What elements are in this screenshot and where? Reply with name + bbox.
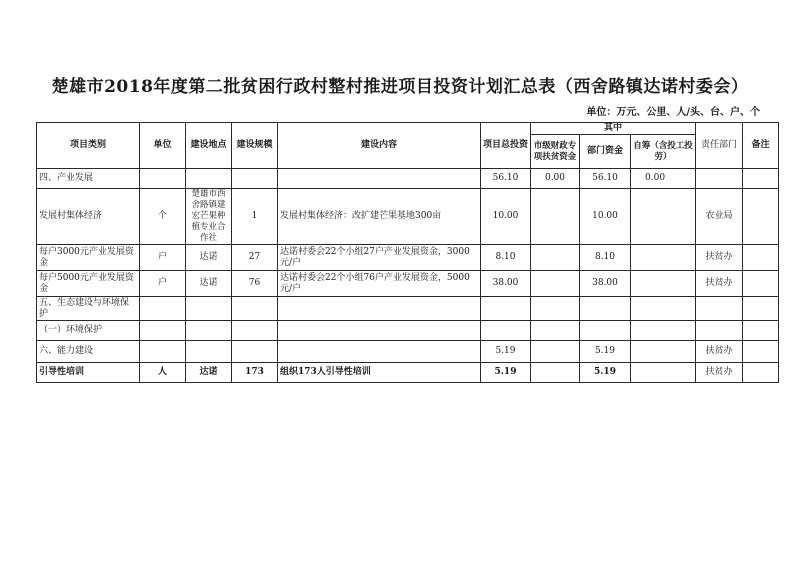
- cell-total: 8.10: [481, 245, 531, 271]
- cell-responsible: [696, 321, 743, 341]
- cell-responsible: [696, 169, 743, 189]
- cell-unit: 户: [140, 271, 186, 297]
- cell-location: [186, 321, 232, 341]
- header-scale: 建设规模: [232, 123, 278, 169]
- cell-responsible: 扶贫办: [696, 245, 743, 271]
- cell-remarks: [743, 321, 779, 341]
- cell-content: 达诺村委会22个小组27户产业发展资金，3000元/户: [278, 245, 481, 271]
- cell-self: [631, 341, 696, 363]
- cell-scale: 27: [232, 245, 278, 271]
- header-row: [37, 123, 779, 135]
- cell-content: [278, 169, 481, 189]
- cell-content: [278, 341, 481, 363]
- header-remarks: 备注: [743, 123, 779, 169]
- cell-fiscal: [531, 363, 580, 383]
- cell-scale: [232, 297, 278, 321]
- cell-scale: [232, 169, 278, 189]
- cell-fiscal: [531, 321, 580, 341]
- cell-total: [481, 321, 531, 341]
- header-self: 自筹（含投工投劳）: [631, 135, 696, 169]
- cell-content: [278, 297, 481, 321]
- header-responsible: 责任部门: [696, 123, 743, 169]
- cell-total: 38.00: [481, 271, 531, 297]
- cell-fiscal: 0.00: [531, 169, 580, 189]
- header-unit: 单位: [140, 123, 186, 169]
- cell-fiscal: [531, 189, 580, 245]
- cell-unit: [140, 341, 186, 363]
- cell-scale: [232, 321, 278, 341]
- cell-content: 组织173人引导性培训: [278, 363, 481, 383]
- document-title: 楚雄市2018年度第二批贫困行政村整村推进项目投资计划汇总表（西舍路镇达诺村委会）: [51, 77, 749, 97]
- cell-category: 四、产业发展: [37, 169, 140, 189]
- cell-fiscal: [531, 297, 580, 321]
- cell-category: 引导性培训: [37, 363, 140, 383]
- cell-total: [481, 297, 531, 321]
- table-row: [37, 321, 779, 341]
- cell-category: 六、能力建设: [37, 341, 140, 363]
- cell-dept: 10.00: [580, 189, 631, 245]
- header-fiscal: 市级财政专项扶贫资金: [531, 135, 580, 169]
- cell-fiscal: [531, 271, 580, 297]
- table-row: [37, 363, 779, 383]
- header-dept: 部门资金: [580, 135, 631, 169]
- cell-self: 0.00: [631, 169, 696, 189]
- cell-self: [631, 189, 696, 245]
- header-location: 建设地点: [186, 123, 232, 169]
- cell-content: [278, 321, 481, 341]
- cell-responsible: 扶贫办: [696, 363, 743, 383]
- table-row: [37, 189, 779, 245]
- table-row: [37, 341, 779, 363]
- header-total: 项目总投资: [481, 123, 531, 169]
- investment-table: [36, 122, 779, 383]
- cell-self: [631, 245, 696, 271]
- table-row: [37, 271, 779, 297]
- cell-self: [631, 363, 696, 383]
- cell-remarks: [743, 169, 779, 189]
- cell-dept: [580, 297, 631, 321]
- cell-responsible: 农业局: [696, 189, 743, 245]
- header-category: 项目类别: [37, 123, 140, 169]
- cell-category: 发展村集体经济: [37, 189, 140, 245]
- cell-dept: 8.10: [580, 245, 631, 271]
- cell-responsible: [696, 297, 743, 321]
- header-of-which: 其中: [531, 123, 696, 135]
- unit-note: 单位：万元、公里、人/头、台、户、个: [586, 107, 760, 118]
- cell-remarks: [743, 341, 779, 363]
- cell-total: 5.19: [481, 363, 531, 383]
- cell-unit: 户: [140, 245, 186, 271]
- cell-dept: [580, 321, 631, 341]
- cell-dept: 38.00: [580, 271, 631, 297]
- cell-scale: 173: [232, 363, 278, 383]
- cell-remarks: [743, 297, 779, 321]
- table-row: [37, 245, 779, 271]
- table-row: [37, 297, 779, 321]
- cell-content: 发展村集体经济：改扩建芒果基地300亩: [278, 189, 481, 245]
- table-row: [37, 169, 779, 189]
- cell-remarks: [743, 363, 779, 383]
- cell-location: 达诺: [186, 271, 232, 297]
- cell-fiscal: [531, 245, 580, 271]
- cell-location: [186, 341, 232, 363]
- cell-dept: 5.19: [580, 363, 631, 383]
- cell-unit: 个: [140, 189, 186, 245]
- cell-location: 达诺: [186, 245, 232, 271]
- cell-category: 五、生态建设与环境保护: [37, 297, 140, 321]
- cell-unit: 人: [140, 363, 186, 383]
- cell-self: [631, 297, 696, 321]
- cell-self: [631, 321, 696, 341]
- cell-remarks: [743, 271, 779, 297]
- cell-unit: [140, 321, 186, 341]
- cell-total: 56.10: [481, 169, 531, 189]
- cell-category: （一）环境保护: [37, 321, 140, 341]
- cell-content: 达诺村委会22个小组76户产业发展资金，5000元/户: [278, 271, 481, 297]
- cell-responsible: 扶贫办: [696, 271, 743, 297]
- cell-total: 5.19: [481, 341, 531, 363]
- cell-location: [186, 169, 232, 189]
- cell-scale: 1: [232, 189, 278, 245]
- cell-location: 楚雄市西舍路镇建宏芒果种植专业合作社: [186, 189, 232, 245]
- cell-location: [186, 297, 232, 321]
- cell-remarks: [743, 189, 779, 245]
- header-content: 建设内容: [278, 123, 481, 169]
- cell-unit: [140, 297, 186, 321]
- cell-remarks: [743, 245, 779, 271]
- cell-scale: [232, 341, 278, 363]
- cell-fiscal: [531, 341, 580, 363]
- cell-category: 每户5000元产业发展资金: [37, 271, 140, 297]
- cell-self: [631, 271, 696, 297]
- cell-unit: [140, 169, 186, 189]
- cell-total: 10.00: [481, 189, 531, 245]
- cell-category: 每户3000元产业发展资金: [37, 245, 140, 271]
- cell-location: 达诺: [186, 363, 232, 383]
- cell-responsible: 扶贫办: [696, 341, 743, 363]
- cell-dept: 5.19: [580, 341, 631, 363]
- cell-scale: 76: [232, 271, 278, 297]
- cell-dept: 56.10: [580, 169, 631, 189]
